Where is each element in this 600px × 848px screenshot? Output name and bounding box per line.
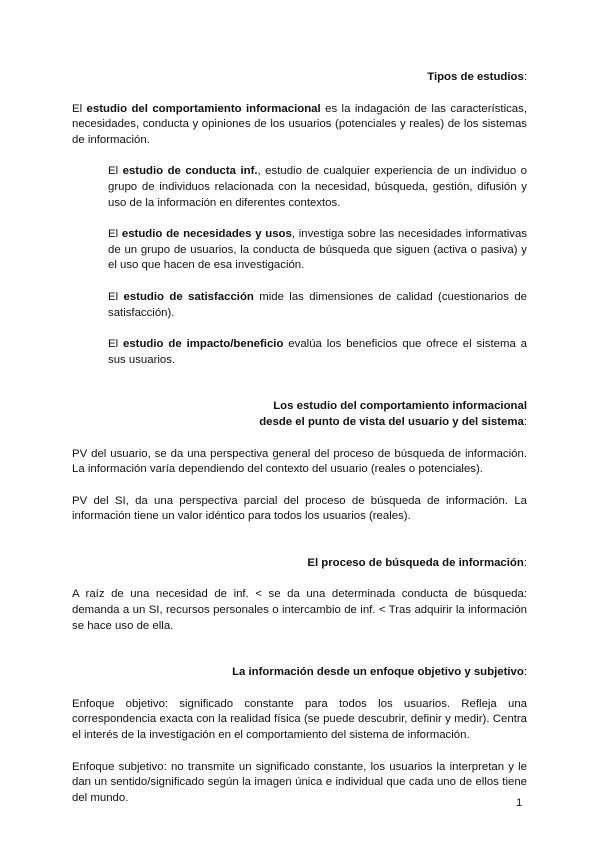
item-bold-term: estudio de conducta inf.	[122, 165, 258, 178]
document-body	[72, 70, 527, 806]
item-bold-term: estudio de satisfacción	[123, 290, 254, 303]
intro-bold-term: estudio del comportamiento informacional	[86, 102, 321, 115]
page-number: 1	[516, 797, 523, 809]
heading-colon: :	[523, 71, 527, 83]
intro-paragraph	[72, 102, 527, 149]
item-post: evalúa los beneficios que ofrece el sistema a sus usuarios.	[108, 338, 528, 366]
heading-colon: :	[523, 666, 527, 679]
study-item	[72, 164, 527, 211]
section-heading-enfoque	[72, 665, 527, 681]
heading-colon: :	[523, 415, 527, 428]
study-item	[72, 337, 527, 368]
section-heading-comportamiento	[72, 399, 527, 430]
intro-pre: El	[72, 102, 87, 115]
section-heading-proceso	[72, 556, 527, 572]
item-post: mide las dimensiones de calidad (cuestionarios de satisfacción).	[108, 290, 527, 319]
item-pre: El	[108, 338, 124, 351]
heading-text: El proceso de búsqueda de información	[307, 556, 524, 569]
proceso-paragraph: A raíz de una necesidad de inf. < se da una determinada conducta de búsqueda: demanda a un SI, recursos personales o intercambio de inf. < Tras adquirir la información se hace uso de ella.	[72, 588, 527, 632]
pv-si-paragraph: PV del SI, da una perspectiva parcial del proceso de búsqueda de información. La información tiene un valor idéntico para todos los usuarios (reales).	[72, 494, 527, 523]
item-pre: El	[108, 165, 123, 178]
item-post: , investiga sobre las necesidades informativas de un grupo de usuarios, la conducta de búsqueda que siguen (activa o pasiva) y el uso que hacen de esa investigación.	[108, 228, 527, 272]
study-item	[72, 290, 527, 321]
pv-usuario-paragraph: PV del usuario, se da una perspectiva general del proceso de búsqueda de información. La información varía dependiendo del contexto del usuario (reales o potenciales).	[72, 447, 527, 476]
item-post: , estudio de cualquier experiencia de un individuo o grupo de individuos relacionada con la necesidad, búsqueda, gestión, difusión y uso de la información en diferentes contextos.	[108, 165, 528, 209]
enfoque-subjetivo-paragraph: Enfoque subjetivo: no transmite un significado constante, los usuarios la interpretan y le dan un sentido/significado según la imagen única e individual que cada uno de ellos tiene del mundo.	[72, 760, 527, 804]
item-pre: El	[108, 228, 122, 241]
heading-text: Tipos de estudios	[427, 71, 524, 83]
heading-text: La información desde un enfoque objetivo y subjetivo	[232, 666, 524, 679]
study-item	[72, 227, 527, 274]
heading-text-line1: Los estudio del comportamiento informacional	[273, 400, 527, 413]
intro-post: es la indagación de las características, necesidades, conducta y opiniones de los usuarios (potenciales y reales) de los sistemas de información.	[72, 102, 528, 146]
heading-colon: :	[523, 556, 527, 569]
item-bold-term: estudio de necesidades y usos	[121, 228, 292, 241]
heading-text-line2: desde el punto de vista del usuario y del sistema	[259, 415, 524, 428]
enfoque-objetivo-paragraph: Enfoque objetivo: significado constante para todos los usuarios. Refleja una correspondencia exacta con la realidad física (se puede descubrir, definir y medir). Centra el interés de la investigación en el comportamiento del sistema de información.	[72, 697, 527, 742]
item-bold-term: estudio de impacto/beneficio	[123, 338, 284, 351]
item-pre: El	[108, 290, 124, 303]
section-heading-tipos	[72, 70, 527, 86]
